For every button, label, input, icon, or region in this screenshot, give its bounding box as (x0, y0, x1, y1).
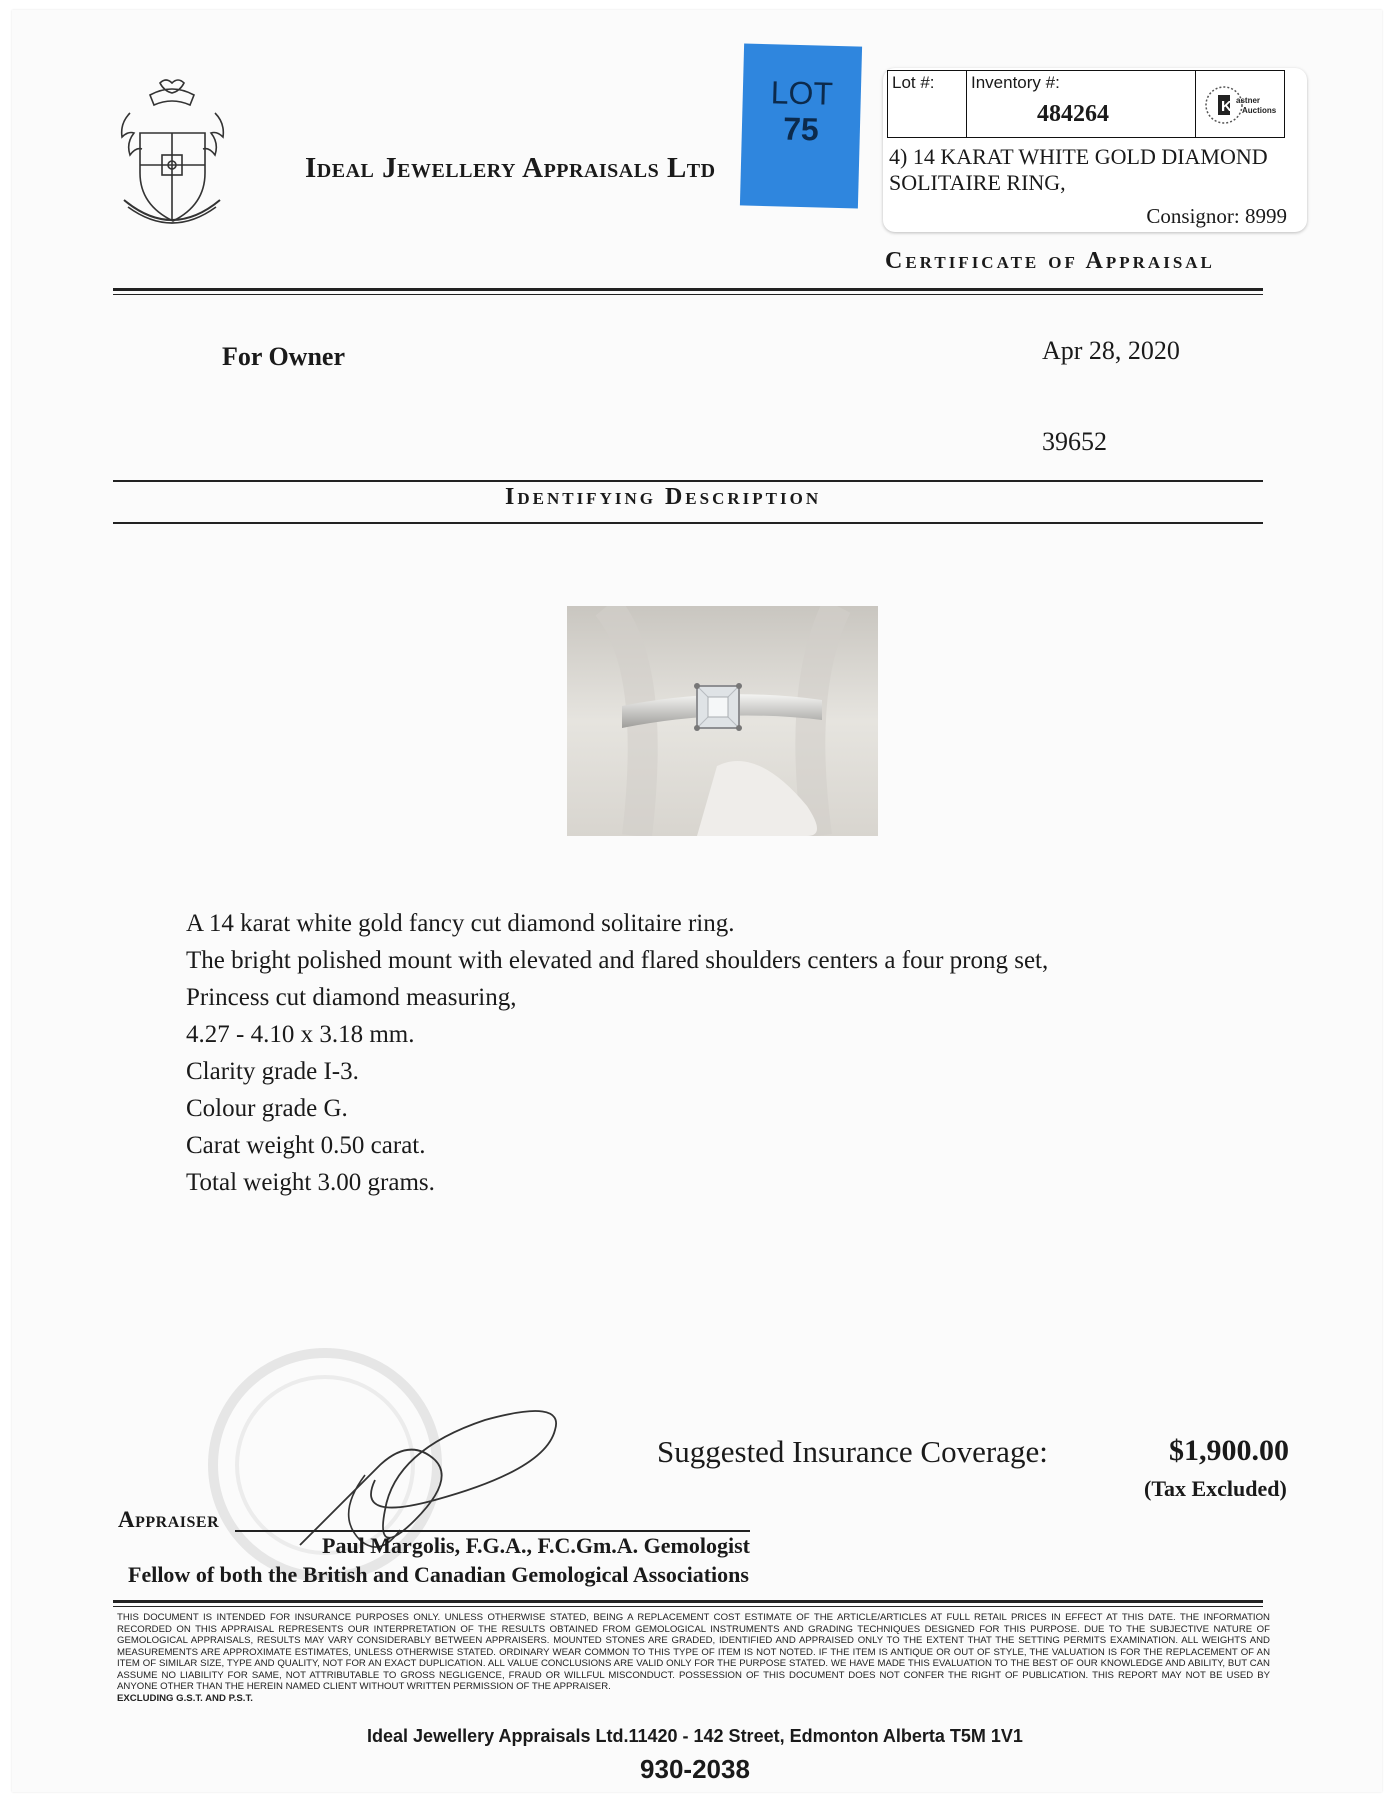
lot-tag-number: 75 (782, 110, 820, 148)
auction-item-description-line: SOLITAIRE RING, (889, 170, 1066, 195)
inventory-cell (967, 71, 1196, 137)
description-line: Total weight 3.00 grams. (186, 1169, 435, 1196)
description-line: The bright polished mount with elevated and flared shoulders centers a four prong set, (186, 947, 1049, 974)
footer-address: Ideal Jewellery Appraisals Ltd.11420 - 142 Street, Edmonton Alberta T5M 1V1 (367, 1726, 1023, 1746)
svg-text:astner: astner (1236, 96, 1261, 105)
inventory-number: 484264 (1037, 101, 1109, 127)
appraisal-date: Apr 28, 2020 (1042, 336, 1180, 365)
footer-phone: 930-2038 (640, 1754, 750, 1784)
legal-disclaimer (117, 1612, 1270, 1704)
lot-tag (740, 43, 862, 208)
inventory-label: Inventory #: (971, 73, 1060, 92)
description-line: Princess cut diamond measuring, (186, 984, 517, 1011)
footer-rule (113, 1600, 1263, 1603)
auction-item-description-line: 4) 14 KARAT WHITE GOLD DIAMOND (889, 144, 1268, 169)
kastner-auctions-logo-icon (1202, 79, 1278, 129)
company-name: Ideal Jewellery Appraisals Ltd (305, 152, 716, 184)
description-line: Colour grade G. (186, 1095, 348, 1122)
auction-item-description (889, 144, 1299, 196)
tax-note: (Tax Excluded) (1144, 1476, 1287, 1501)
svg-text:Auctions: Auctions (1242, 106, 1277, 115)
ring-photo (567, 606, 878, 836)
coat-of-arms-crest-icon (110, 75, 235, 245)
section-rule-top (113, 480, 1263, 482)
insurance-coverage-amount: $1,900.00 (1169, 1434, 1289, 1467)
reference-number: 39652 (1042, 427, 1107, 456)
insurance-coverage-label: Suggested Insurance Coverage: (657, 1434, 1048, 1469)
auction-label-grid (887, 70, 1285, 138)
svg-text:K: K (1221, 98, 1232, 115)
certificate-title: Certificate of Appraisal (885, 248, 1215, 274)
appraiser-name: Paul Margolis, F.G.A., F.C.Gm.A. Gemologist (322, 1533, 750, 1558)
description-line: Clarity grade I-3. (186, 1058, 359, 1085)
header-rule (113, 288, 1263, 291)
owner-label: For Owner (222, 342, 345, 371)
description-line: Carat weight 0.50 carat. (186, 1132, 426, 1159)
auction-label-card (883, 68, 1307, 232)
lot-tag-label: LOT (770, 74, 834, 112)
identifying-description-title: Identifying Description (505, 484, 822, 510)
lot-number-cell (888, 71, 967, 137)
description-line: 4.27 - 4.10 x 3.18 mm. (186, 1021, 415, 1048)
appraiser-fellowship: Fellow of both the British and Canadian Gemological Associations (128, 1562, 749, 1587)
auction-house-logo (1196, 71, 1284, 137)
signature-line (235, 1530, 750, 1532)
appraiser-label: Appraiser (118, 1507, 220, 1532)
section-rule-bottom (113, 522, 1263, 524)
tax-exclusion-line: EXCLUDING G.S.T. AND P.S.T. (117, 1692, 253, 1704)
item-description (186, 905, 1186, 1201)
description-line: A 14 karat white gold fancy cut diamond solitaire ring. (186, 910, 735, 937)
footer-rule-thin (113, 1606, 1263, 1607)
disclaimer-text: THIS DOCUMENT IS INTENDED FOR INSURANCE PURPOSES ONLY. UNLESS OTHERWISE STATED, BEING A REPLACEMENT COST ESTIMATE OF THE ARTICLE/ARTICLES AT FULL RETAIL PRICES IN EFFECT AT THIS DATE. THE INFORMATION RECORDED ON THIS APPRAISAL REPRESENTS OUR INTERPRETATION OF THE RESULTS OBTAINED FROM GEMOLOGICAL INSTRUMENTS AND GRADING TECHNIQUES DESIGNED FOR THIS PURPOSE. DUE TO THE SUBJECTIVE NATURE OF GEMOLOGICAL APPRAISALS, RESULTS MAY VARY CONSIDERABLY BETWEEN APPRAISERS. MOUNTED STONES ARE GRADED, IDENTIFIED AND APPRAISED ONLY TO THE EXTENT THAT THE SETTING PERMITS EXAMINATION. ALL WEIGHTS AND MEASUREMENTS ARE APPROXIMATE ESTIMATES, UNLESS OTHERWISE STATED. ORDINARY WEAR COMMON TO THIS TYPE OF ITEM IS NOT NOTED. IF THE ITEM IS ANTIQUE OR OUT OF STYLE, THE VALUATION IS FOR THE REPLACEMENT OF AN ITEM OF SIMILAR SIZE, TYPE AND QUALITY, NOT FOR AN EXACT DUPLICATION. ALL VALUE CONCLUSIONS ARE VALID ONLY FOR THE PURPOSE STATED. WE HAVE MADE THIS EVALUATION TO THE BEST OF OUR KNOWLEDGE AND ABILITY, BUT CAN ASSUME NO LIABILITY FOR SAME, NOT ATTRIBUTABLE TO GROSS NEGLIGENCE, FRAUD OR WILLFUL MISCONDUCT. POSSESSION OF THIS DOCUMENT DOES NOT CONFER THE RIGHT OF PUBLICATION. THIS REPORT MAY NOT BE USED BY ANYONE OTHER THAN THE HEREIN NAMED CLIENT WITHOUT WRITTEN PERMISSION OF THE APPRAISER. (117, 1612, 1270, 1692)
consignor-number: Consignor: 8999 (1146, 204, 1287, 228)
diamond-ring-image (567, 606, 878, 836)
lot-number-label: Lot #: (892, 73, 935, 92)
header-rule-thin (113, 294, 1263, 295)
